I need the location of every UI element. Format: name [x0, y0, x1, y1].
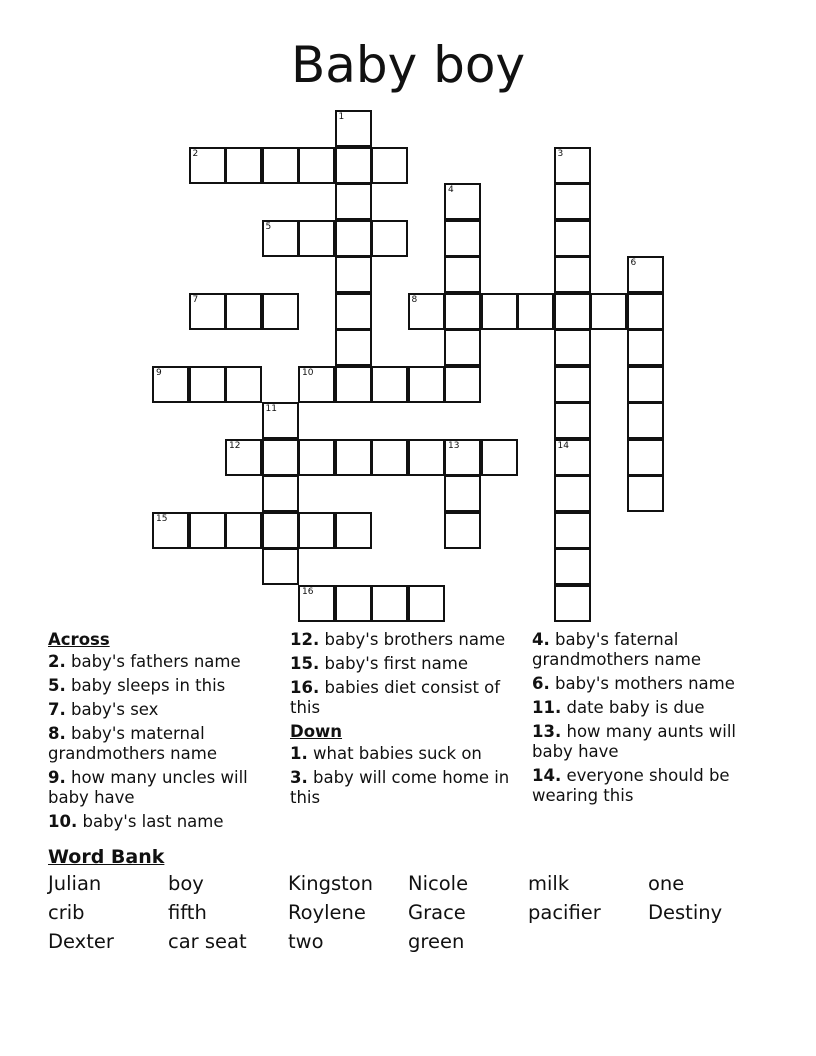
clue-number: 5 [265, 221, 272, 232]
across-clue-2: 2. baby's fathers name [48, 652, 241, 671]
crossword-cell[interactable] [371, 585, 408, 622]
clue-number: 12 [229, 440, 241, 451]
crossword-cell[interactable] [627, 402, 664, 439]
crossword-cell[interactable] [554, 366, 591, 403]
crossword-cell[interactable] [554, 329, 591, 366]
across-clue-8: 8. baby's maternal grandmothers name [48, 724, 217, 763]
crossword-cell[interactable] [554, 512, 591, 549]
crossword-cell[interactable] [627, 439, 664, 476]
crossword-cell[interactable] [298, 512, 335, 549]
crossword-cell[interactable] [371, 220, 408, 257]
crossword-cell[interactable] [590, 293, 627, 330]
down-clue-11: 11. date baby is due [532, 698, 705, 717]
crossword-cell[interactable] [225, 512, 262, 549]
crossword-cell[interactable] [152, 366, 189, 403]
crossword-cell[interactable] [627, 475, 664, 512]
crossword-cell[interactable] [554, 147, 591, 184]
word-bank-item: Julian [48, 872, 102, 895]
crossword-cell[interactable] [189, 293, 226, 330]
clues-column-2 [290, 628, 526, 812]
word-bank-heading: Word Bank [48, 846, 165, 868]
clue-number: 15 [156, 513, 168, 524]
down-clue-14: 14. everyone should be wearing this [532, 766, 730, 805]
crossword-cell[interactable] [371, 147, 408, 184]
crossword-cell[interactable] [408, 585, 445, 622]
crossword-cell[interactable] [335, 147, 372, 184]
clue-number: 13 [448, 440, 460, 451]
word-bank-item: fifth [168, 901, 207, 924]
across-clue-5: 5. baby sleeps in this [48, 676, 226, 695]
crossword-cell[interactable] [554, 439, 591, 476]
crossword-cell[interactable] [444, 220, 481, 257]
crossword-cell[interactable] [444, 183, 481, 220]
crossword-cell[interactable] [189, 512, 226, 549]
crossword-cell[interactable] [554, 585, 591, 622]
crossword-cell[interactable] [262, 402, 299, 439]
crossword-cell[interactable] [444, 439, 481, 476]
crossword-cell[interactable] [189, 366, 226, 403]
crossword-cell[interactable] [298, 147, 335, 184]
word-bank-item: Nicole [408, 872, 469, 895]
across-clue-9: 9. how many uncles will baby have [48, 768, 248, 807]
crossword-cell[interactable] [225, 439, 262, 476]
crossword-cell[interactable] [627, 256, 664, 293]
word-bank-item: Kingston [288, 872, 374, 895]
crossword-cell[interactable] [371, 439, 408, 476]
crossword-cell[interactable] [335, 183, 372, 220]
clue-number: 8 [411, 294, 418, 305]
across-clue-12: 12. baby's brothers name [290, 630, 506, 649]
crossword-cell[interactable] [335, 585, 372, 622]
crossword-cell[interactable] [225, 293, 262, 330]
crossword-cell[interactable] [335, 512, 372, 549]
clue-number: 11 [265, 404, 277, 414]
crossword-cell[interactable] [189, 147, 226, 184]
clue-number: 2 [192, 148, 199, 159]
crossword-cell[interactable] [298, 439, 335, 476]
clue-number: 14 [557, 440, 569, 451]
word-bank-item: milk [528, 872, 570, 895]
clue-number: 9 [156, 367, 162, 378]
crossword-cell[interactable] [335, 220, 372, 257]
word-bank-item: Grace [408, 901, 466, 924]
crossword-cell[interactable] [444, 512, 481, 549]
clue-number: 16 [302, 586, 314, 597]
crossword-cell[interactable] [262, 293, 299, 330]
crossword-cell[interactable] [554, 293, 591, 330]
down-clue-4: 4. baby's faternal grandmothers name [532, 630, 701, 669]
clue-number: 6 [630, 258, 637, 268]
crossword-cell[interactable] [408, 439, 445, 476]
crossword-cell[interactable] [298, 220, 335, 257]
crossword-cell[interactable] [335, 366, 372, 403]
crossword-cell[interactable] [481, 439, 518, 476]
crossword-cell[interactable] [627, 293, 664, 330]
crossword-cell[interactable] [225, 366, 262, 403]
crossword-cell[interactable] [444, 366, 481, 403]
crossword-cell[interactable] [408, 293, 445, 330]
crossword-cell[interactable] [298, 585, 335, 622]
puzzle-title: Baby boy [290, 36, 526, 94]
crossword-cell[interactable] [262, 220, 299, 257]
across-clue-7: 7. baby's sex [48, 700, 159, 719]
crossword-cell[interactable] [444, 256, 481, 293]
crossword-cell[interactable] [554, 183, 591, 220]
crossword-cell[interactable] [262, 548, 299, 585]
word-bank-item: pacifier [528, 901, 601, 924]
down-clue-13: 13. how many aunts will baby have [532, 722, 737, 761]
word-bank-item: car seat [168, 930, 247, 953]
word-bank-item: crib [48, 901, 85, 924]
crossword-cell[interactable] [262, 439, 299, 476]
word-bank-item: one [648, 872, 685, 895]
crossword-cell[interactable] [335, 256, 372, 293]
across-clue-10: 10. baby's last name [48, 812, 224, 831]
clue-number: 7 [192, 294, 199, 305]
crossword-cell[interactable] [262, 147, 299, 184]
crossword-cell[interactable] [152, 512, 189, 549]
crossword-cell[interactable] [481, 293, 518, 330]
word-bank-item: green [408, 930, 465, 953]
word-bank-item: Destiny [648, 901, 723, 924]
crossword-cell[interactable] [444, 329, 481, 366]
crossword-cell[interactable] [627, 366, 664, 403]
word-bank-item: Roylene [288, 901, 366, 924]
down-heading: Down [290, 722, 343, 741]
clue-number: 1 [338, 112, 345, 122]
across-heading: Across [48, 630, 110, 649]
crossword-cell[interactable] [225, 147, 262, 184]
word-bank-item: boy [168, 872, 204, 895]
crossword-cell[interactable] [335, 439, 372, 476]
crossword-cell[interactable] [554, 475, 591, 512]
crossword-cell[interactable] [335, 293, 372, 330]
crossword-cell[interactable] [554, 402, 591, 439]
crossword-cell[interactable] [554, 220, 591, 257]
crossword-cell[interactable] [444, 475, 481, 512]
crossword-cell[interactable] [408, 366, 445, 403]
crossword-cell[interactable] [371, 366, 408, 403]
clues-column-3 [532, 628, 768, 810]
down-clue-6: 6. baby's mothers name [532, 674, 735, 693]
crossword-cell[interactable] [554, 256, 591, 293]
crossword-cell[interactable] [262, 475, 299, 512]
crossword-cell[interactable] [298, 366, 335, 403]
down-clue-1: 1. what babies suck on [290, 744, 482, 763]
across-clue-16: 16. babies diet consist of this [290, 678, 501, 717]
clue-number: 10 [302, 367, 314, 378]
crossword-cell[interactable] [335, 110, 372, 147]
word-bank [48, 872, 768, 954]
crossword-cell[interactable] [517, 293, 554, 330]
word-bank-item: Dexter [48, 930, 114, 953]
clue-number: 3 [557, 148, 564, 159]
crossword-cell[interactable] [262, 512, 299, 549]
across-clue-15: 15. baby's first name [290, 654, 468, 673]
clues-column-1 [48, 628, 284, 836]
crossword-cell[interactable] [335, 329, 372, 366]
crossword-cell[interactable] [554, 548, 591, 585]
crossword-cell[interactable] [627, 329, 664, 366]
clue-number: 4 [448, 185, 454, 195]
crossword-cell[interactable] [444, 293, 481, 330]
word-bank-item: two [288, 930, 324, 953]
down-clue-3: 3. baby will come home in this [290, 768, 510, 807]
